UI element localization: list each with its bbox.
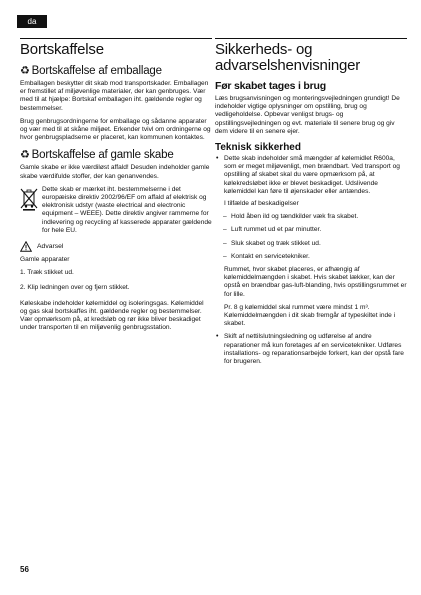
room-size-paragraph: Rummet, hvor skabet placeres, er afhængig af kølemiddelmængden i skabet. Hvis skabet lækker, kan der opstå en brændbar gas-luft-blanding, hvis opstillingsrummet er for lille. [224, 266, 407, 298]
left-column [20, 38, 212, 337]
warning-intro: Gamle apparater [20, 256, 70, 264]
list-item [215, 333, 407, 366]
repair-list [215, 333, 407, 366]
recycle-icon: ♻ [20, 149, 30, 162]
damage-intro: I tilfælde af beskadigelser [224, 200, 299, 208]
before-use-heading: Før skabet tages i brug [215, 80, 326, 92]
title-rule-right [215, 38, 407, 39]
damage-steps [223, 213, 407, 261]
damage-step: – Luft rummet ud et par minutter. [223, 226, 407, 234]
disposal-title: Bortskaffelse [20, 41, 104, 58]
weee-text: Dette skab er mærket iht. bestemmelserne i det europæiske direktiv 2002/96/EF om affald af elektrisk og elektronisk udstyr (waste electrical and electronic equipment – WEEE). Dette direktiv angiver rammerne for indlevering og recycling af kasserede apparater gældende for hele EU. [42, 185, 212, 234]
packaging-paragraph-1: Emballagen beskytter dit skab mod transportskader. Emballagen er fremstillet af miljøvenlige materialer, der kan genbruges. Vær med til at hjælpe: Bortskaf emballagen iht. gældende regler og bestemmelser. [20, 80, 209, 112]
packaging-paragraph-2: Brug genbrugsordningerne for emballage og sådanne apparater og vær med til at skåne miljøet. Erkender tvivl om ordningerne og hvor genbrugspladserne er placeret, kan kommunen kontaktes. [20, 117, 211, 142]
warning-row [20, 241, 212, 252]
refrigerant-ratio-paragraph: Pr. 8 g kølemiddel skal rummet være mindst 1 m³. Kølemiddelmængden i dit skab fremgår af typeskiltet inde i skabet. [224, 303, 396, 328]
packaging-heading-text: Bortskaffelse af emballage [31, 65, 162, 77]
language-tab: da [17, 15, 47, 28]
title-rule-left [20, 38, 212, 39]
page-number: 56 [20, 565, 29, 574]
old-appliances-paragraph: Gamle skabe er ikke værdiløst affald! Desuden indeholder gamle skabe værdifulde stoffer, der kan genanvendes. [20, 164, 210, 180]
disposal-steps [20, 269, 212, 292]
disposal-step: 2. Klip ledningen over og fjern stikket. [20, 284, 130, 292]
bullet-refrigerant-text: Dette skab indeholder små mængder af kølemidlet R600a, som er meget miljøvenligt, men brændbart. Ved transport og opstilling af skabet skal du være opmærksom på, at kølekredsløbet ikke er blevet beskadiget. Udslivende kølemiddel kan føre til øjenskader eller antændes. [224, 155, 400, 195]
damage-step: – Kontakt en servicetekniker. [223, 253, 407, 261]
weee-notice [20, 186, 212, 235]
right-column [215, 38, 407, 370]
refrigerant-disposal-paragraph: Køleskabe indeholder kølemiddel og isoleringsgas. Kølemiddel og gas skal bortskaffes iht. gældende regler og bestemmelser. Vær opmærksom på, at kredsløb og rør ikke bliver beskadiget under transporten til en miljøvenlig genbrugsstation. [20, 299, 204, 332]
crossed-bin-icon [20, 187, 38, 211]
packaging-heading [20, 65, 212, 77]
damage-step: – Sluk skabet og træk stikket ud. [223, 240, 407, 248]
before-use-paragraph: Læs brugsanvisningen og monteringsvejledningen grundigt! De indeholder vigtige oplysninger om opstilling, brug og vedligeholdelse. Opbevar venligst brugs- og opstillingsvejledningen og evt. materiale til senere brug og giv dem videre til en senere ejer. [215, 95, 400, 135]
list-item [215, 155, 407, 196]
old-appliances-heading-text: Bortskaffelse af gamle skabe [31, 149, 174, 162]
disposal-step: 1. Træk stikket ud. [20, 269, 74, 277]
technical-safety-heading: Teknisk sikkerhed [215, 142, 301, 154]
recycle-icon: ♻ [20, 65, 30, 77]
safety-title: Sikkerheds- og advarselshenvisninger [215, 41, 361, 74]
technical-safety-list [215, 155, 407, 196]
bullet-repair-text: Skift af nettilslutningsledning og udførelse af andre reparationer må kun foretages af en servicetekniker. Udføres installations- og reparationsarbejde forkert, kan der opstå fare for brugeren. [224, 333, 404, 366]
old-appliances-heading [20, 149, 212, 161]
warning-triangle-icon [20, 241, 32, 252]
warning-label: Advarsel [37, 243, 64, 251]
damage-step: – Hold åben ild og tændkilder væk fra skabet. [223, 213, 407, 221]
